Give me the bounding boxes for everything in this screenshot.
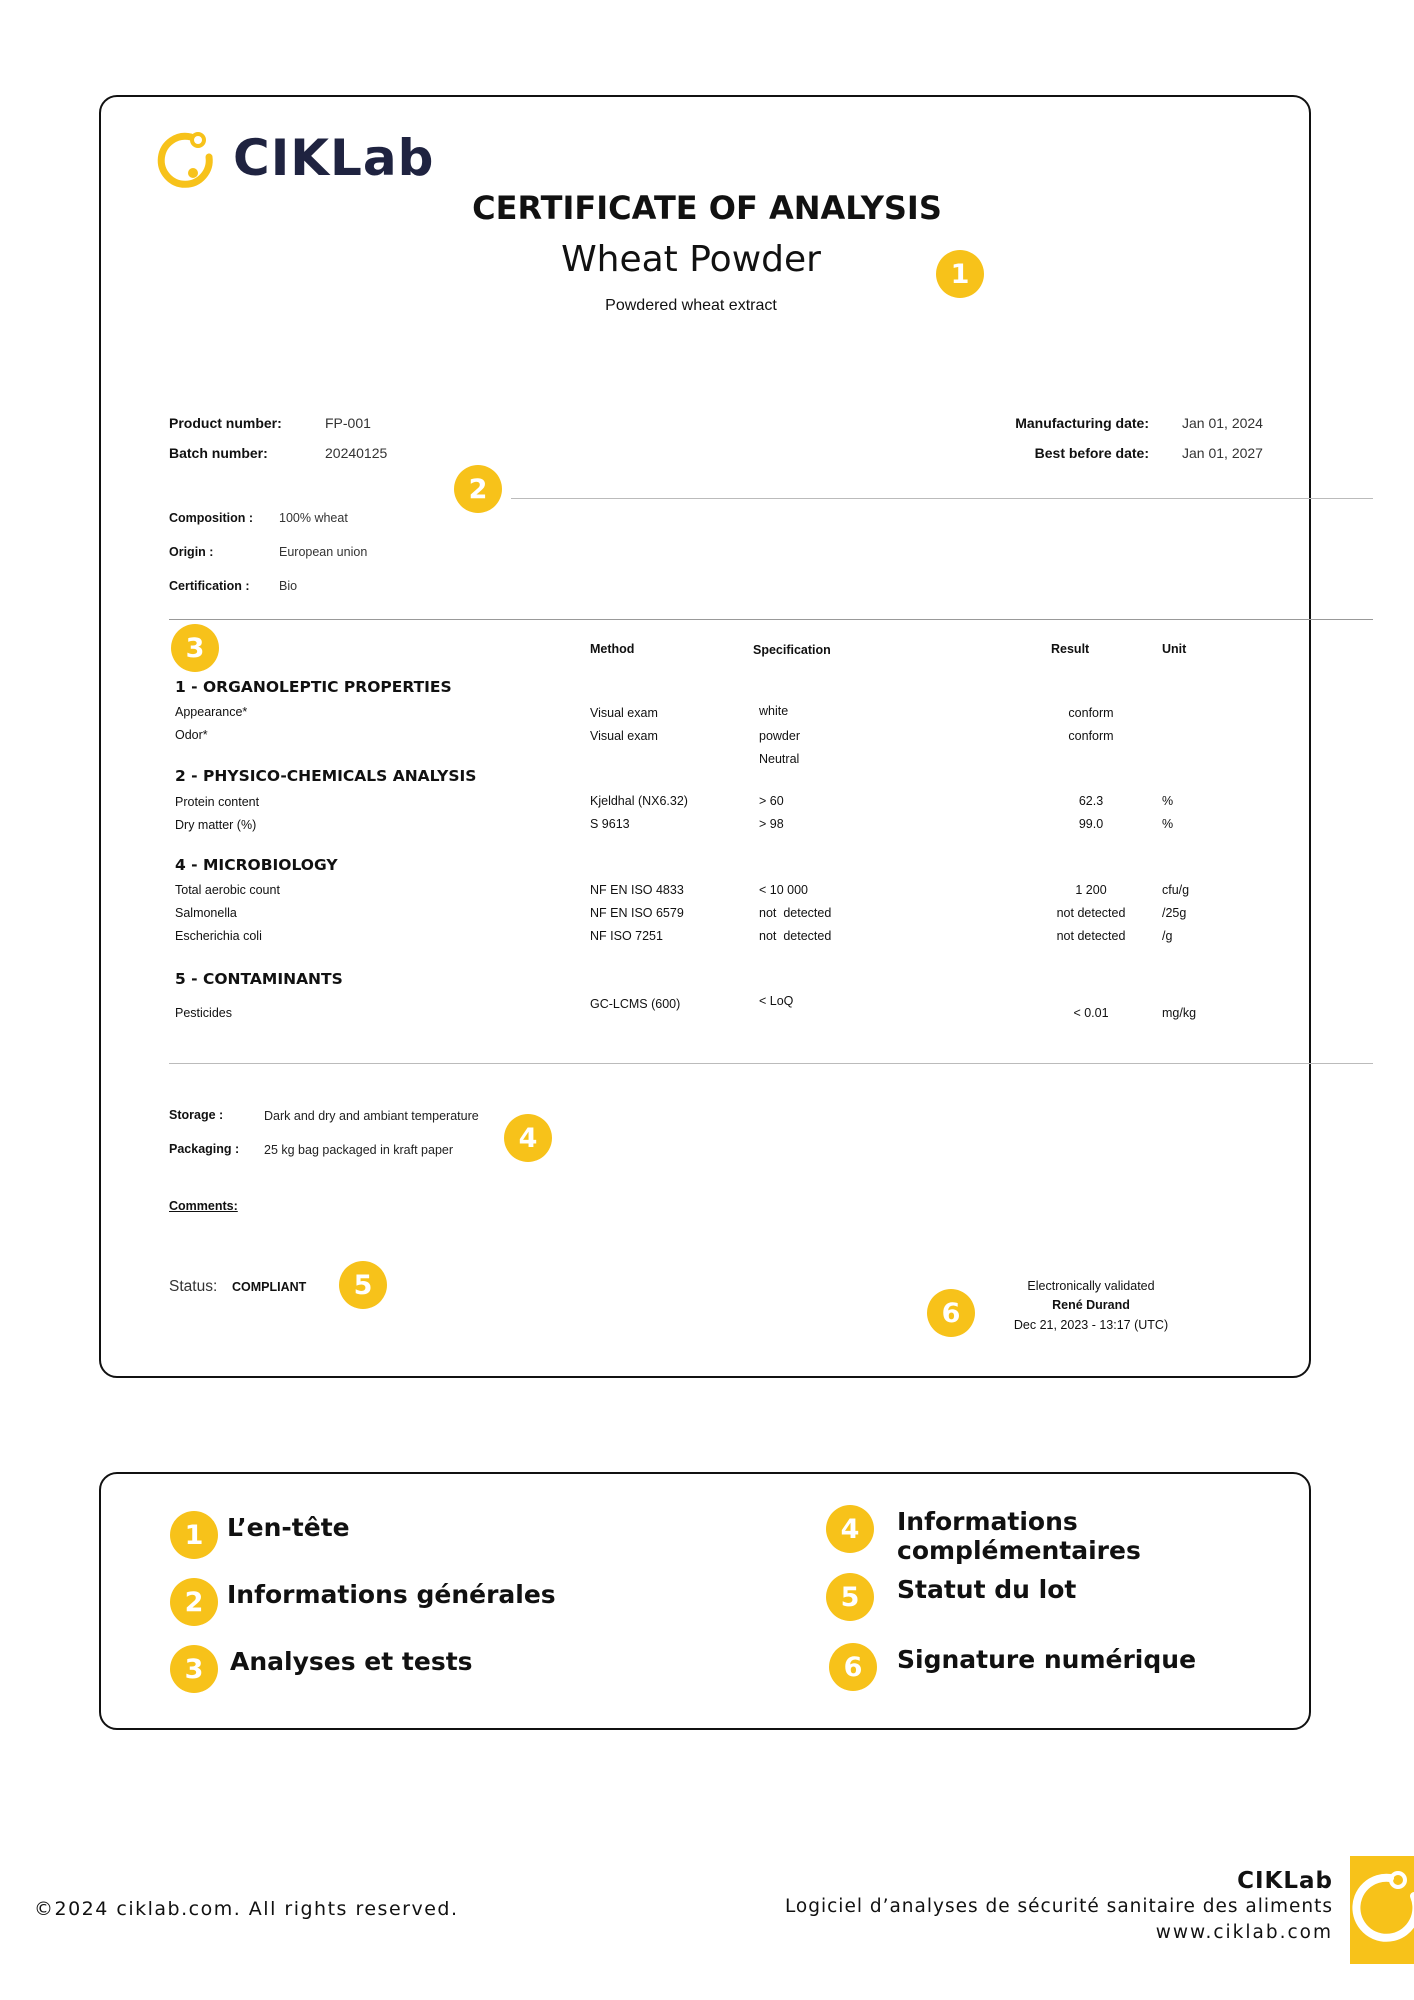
legend-label: Informations complémentaires bbox=[897, 1507, 1141, 1565]
row-unit: /25g bbox=[1162, 906, 1187, 920]
badge-5: 5 bbox=[339, 1261, 387, 1309]
certificate-card bbox=[99, 95, 1311, 1378]
row-spec: > 98 bbox=[759, 817, 784, 831]
row-unit: /g bbox=[1162, 929, 1173, 943]
legend-card bbox=[99, 1472, 1311, 1730]
validator-name: René Durand bbox=[1052, 1298, 1130, 1312]
row-spec: < LoQ bbox=[759, 994, 794, 1008]
row-result: 99.0 bbox=[1078, 817, 1104, 831]
batch-number-label: Batch number: bbox=[169, 445, 268, 461]
certificate-title: CERTIFICATE OF ANALYSIS bbox=[472, 189, 942, 227]
status-value: COMPLIANT bbox=[232, 1280, 307, 1294]
composition-value: 100% wheat bbox=[279, 511, 348, 525]
origin-value: European union bbox=[279, 545, 368, 559]
legend-badge: 6 bbox=[829, 1643, 877, 1691]
row-name: Appearance* bbox=[175, 705, 248, 719]
ciklab-mark-icon bbox=[1350, 1856, 1414, 1964]
row-unit: % bbox=[1162, 794, 1174, 808]
certification-value: Bio bbox=[279, 579, 298, 593]
legend-label: Analyses et tests bbox=[230, 1647, 473, 1676]
row-result: < 0.01 bbox=[1073, 1006, 1109, 1020]
row-method: Visual exam bbox=[590, 706, 658, 720]
badge-3: 3 bbox=[171, 624, 219, 672]
legend-label: Informations générales bbox=[227, 1580, 556, 1609]
copyright-text: ©2024 ciklab.com. All rights reserved. bbox=[34, 1898, 459, 1920]
row-spec: < 10 000 bbox=[759, 883, 809, 897]
badge-2: 2 bbox=[454, 465, 502, 513]
certification-label: Certification : bbox=[169, 579, 250, 593]
validation-text: Electronically validated bbox=[1027, 1279, 1155, 1293]
badge-6: 6 bbox=[927, 1289, 975, 1337]
footer-website[interactable]: www.ciklab.com bbox=[1155, 1922, 1333, 1943]
row-spec: not detected bbox=[759, 906, 832, 920]
row-result: 1 200 bbox=[1075, 883, 1107, 897]
row-unit: cfu/g bbox=[1162, 883, 1190, 897]
column-header-unit: Unit bbox=[1162, 642, 1187, 656]
footer-logo-icon bbox=[1350, 1856, 1414, 1964]
row-name: Escherichia coli bbox=[175, 929, 262, 943]
legend-label: Signature numérique bbox=[897, 1645, 1197, 1674]
row-unit: mg/kg bbox=[1162, 1006, 1197, 1020]
row-method: NF EN ISO 4833 bbox=[590, 883, 684, 897]
row-result: not detected bbox=[1056, 929, 1126, 943]
row-result: 62.3 bbox=[1078, 794, 1104, 808]
row-name: Salmonella bbox=[175, 906, 237, 920]
comments-label: Comments: bbox=[169, 1199, 238, 1213]
row-spec: > 60 bbox=[759, 794, 784, 808]
product-number-label: Product number: bbox=[169, 415, 282, 431]
row-name: Protein content bbox=[175, 795, 260, 809]
column-header-specification: Specification bbox=[753, 643, 831, 657]
row-method: Kjeldhal (NX6.32) bbox=[590, 794, 688, 808]
validation-date: Dec 21, 2023 - 13:17 (UTC) bbox=[1013, 1318, 1169, 1332]
row-method: S 9613 bbox=[590, 817, 630, 831]
section-title: 1 - ORGANOLEPTIC PROPERTIES bbox=[175, 678, 452, 696]
best-before-date: Jan 01, 2027 bbox=[1182, 445, 1263, 461]
product-number: FP-001 bbox=[325, 415, 371, 431]
section-title: 5 - CONTAMINANTS bbox=[175, 970, 343, 988]
row-spec: Neutral bbox=[759, 752, 800, 766]
row-method: GC-LCMS (600) bbox=[590, 997, 681, 1011]
origin-label: Origin : bbox=[169, 545, 214, 559]
legend-badge: 2 bbox=[170, 1578, 218, 1626]
status-label: Status: bbox=[169, 1278, 218, 1295]
best-before-date-label: Best before date: bbox=[1034, 445, 1149, 461]
divider bbox=[169, 619, 1373, 620]
badge-4: 4 bbox=[504, 1114, 552, 1162]
legend-label: L’en-tête bbox=[227, 1513, 350, 1542]
legend-badge: 5 bbox=[826, 1573, 874, 1621]
row-method: NF ISO 7251 bbox=[590, 929, 663, 943]
row-name: Pesticides bbox=[175, 1006, 232, 1020]
row-spec: powder bbox=[759, 729, 800, 743]
column-header-method: Method bbox=[590, 642, 635, 656]
row-method: Visual exam bbox=[590, 729, 658, 743]
row-result: conform bbox=[1068, 706, 1114, 720]
row-name: Odor* bbox=[175, 728, 208, 742]
row-name: Dry matter (%) bbox=[175, 818, 257, 832]
product-name: Wheat Powder bbox=[561, 239, 821, 280]
manufacturing-date-label: Manufacturing date: bbox=[1015, 415, 1149, 431]
footer-tagline: Logiciel d’analyses de sécurité sanitaire des aliments bbox=[784, 1896, 1333, 1917]
footer-brand: CIKLab bbox=[1237, 1868, 1333, 1894]
composition-label: Composition : bbox=[169, 511, 254, 525]
row-result: not detected bbox=[1056, 906, 1126, 920]
legend-badge: 4 bbox=[826, 1505, 874, 1553]
legend-badge: 3 bbox=[170, 1645, 218, 1693]
column-header-result: Result bbox=[1051, 642, 1090, 656]
packaging-label: Packaging : bbox=[169, 1142, 240, 1156]
legend-badge: 1 bbox=[170, 1511, 218, 1559]
storage-label: Storage : bbox=[169, 1108, 224, 1122]
badge-1: 1 bbox=[936, 250, 984, 298]
row-unit: % bbox=[1162, 817, 1174, 831]
logo-text: CIKLab bbox=[233, 129, 435, 187]
ciklab-logo-icon bbox=[151, 127, 219, 195]
row-name: Total aerobic count bbox=[175, 883, 280, 897]
row-spec: white bbox=[759, 704, 789, 718]
storage-value: Dark and dry and ambiant temperature bbox=[264, 1109, 479, 1123]
divider bbox=[511, 498, 1373, 499]
row-spec: not detected bbox=[759, 929, 832, 943]
product-description: Powdered wheat extract bbox=[605, 297, 777, 314]
divider bbox=[169, 1063, 1373, 1064]
packaging-value: 25 kg bag packaged in kraft paper bbox=[264, 1143, 454, 1157]
row-method: NF EN ISO 6579 bbox=[590, 906, 684, 920]
legend-label: Statut du lot bbox=[897, 1575, 1077, 1604]
batch-number: 20240125 bbox=[325, 445, 388, 461]
row-result: conform bbox=[1068, 729, 1114, 743]
section-title: 2 - PHYSICO-CHEMICALS ANALYSIS bbox=[175, 767, 477, 785]
manufacturing-date: Jan 01, 2024 bbox=[1182, 415, 1263, 431]
section-title: 4 - MICROBIOLOGY bbox=[175, 856, 338, 874]
